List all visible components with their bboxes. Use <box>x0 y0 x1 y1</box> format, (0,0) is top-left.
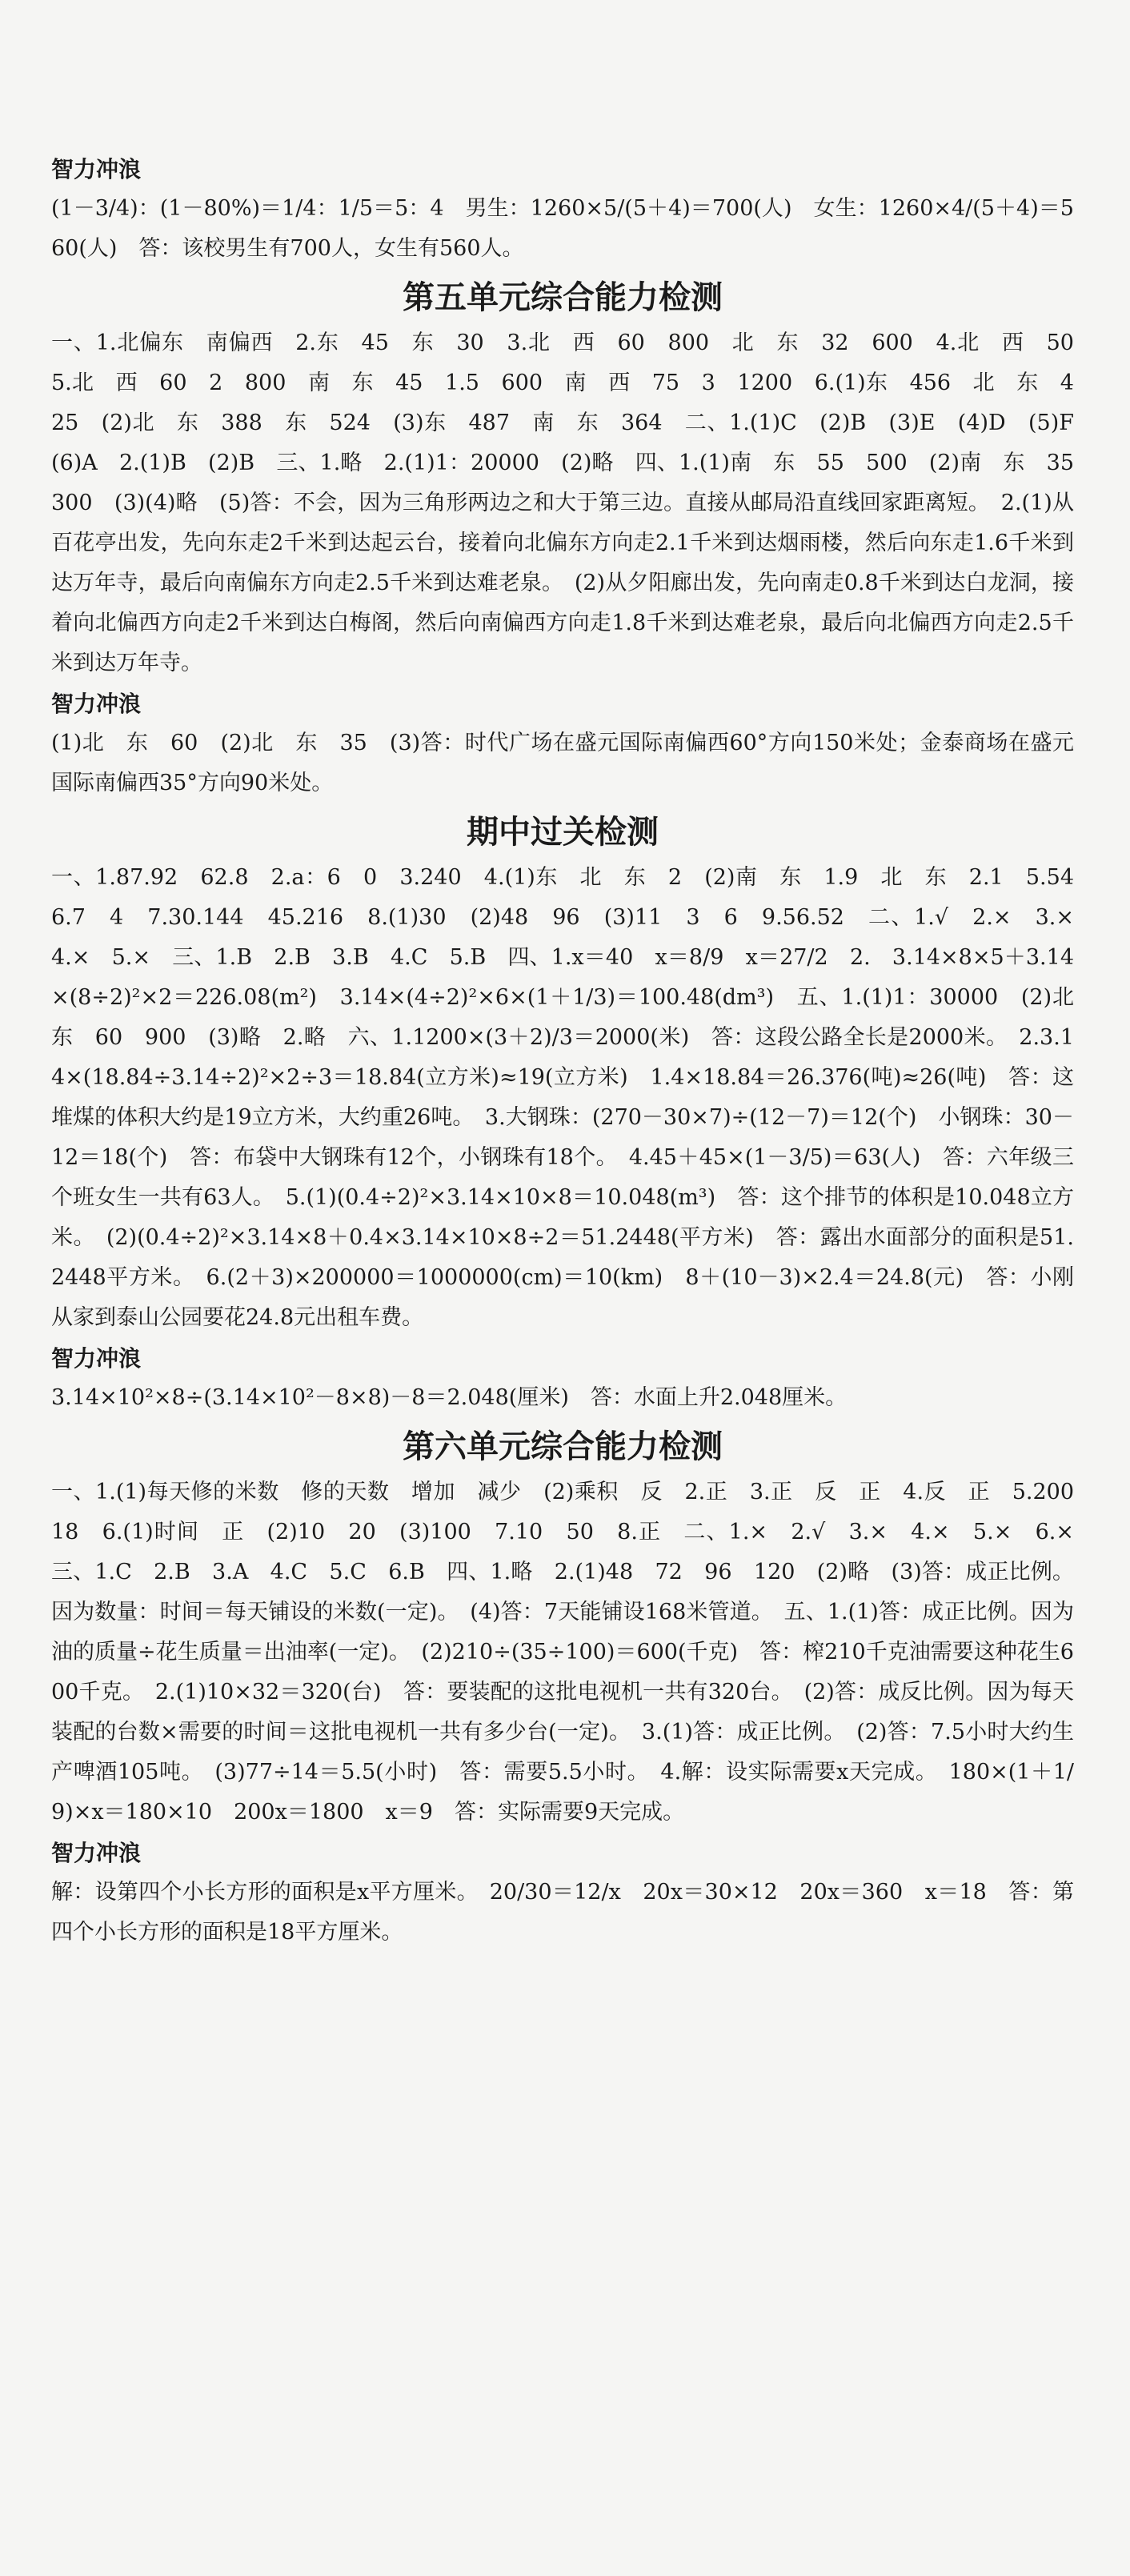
section-heading: 智力冲浪 <box>51 691 142 717</box>
answer-paragraph: 一、1.(1)每天修的米数 修的天数 增加 减少 (2)乘积 反 2.正 3.正 反 正 4.反 正 5.200 18 6.(1)时间 正 (2)10 20 (3)100 7.10 50 8.正 二、1.× 2.√ 3.× 4.× 5.× 6.× 三、1.C 2.B 3.A 4.C 5.C 6.B 四、1.略 2.(1)48 72 96 120 (2)略 (3)答：成正比例。因为数量：时间＝每天铺设的米数(一定)。 (4)答：7天能铺设168米管道。 五、1.(1)答：成正比例。因为油的质量÷花生质量＝出油率(一定)。 (2)210÷(35÷100)＝600(千克) 答：榨210千克油需要这种花生600千克。 2.(1)10×32＝320(台) 答：要装配的这批电视机一共有320台。 (2)答：成反比例。因为每天装配的台数×需要的时间＝这批电视机一共有多少台(一定)。 3.(1)答：成正比例。 (2)答：7.5小时大约生产啤酒105吨。 (3)77÷14＝5.5(小时) 答：需要5.5小时。 4.解：设实际需要x天完成。 180×(1＋1/9)×x＝180×10 200x＝1800 x＝9 答：实际需要9天完成。 <box>51 1480 1096 1825</box>
section-heading: 智力冲浪 <box>51 156 142 182</box>
unit-title: 第五单元综合能力检测 <box>403 279 723 316</box>
section-heading: 智力冲浪 <box>51 1840 142 1866</box>
answer-paragraph: 3.14×10²×8÷(3.14×10²－8×8)－8＝2.048(厘米) 答：水面上升2.048厘米。 <box>51 1385 848 1410</box>
answer-paragraph: 一、1.87.92 62.8 2.a：6 0 3.240 4.(1)东 北 东 2 (2)南 东 1.9 北 东 2.1 5.54 6.7 4 7.30.144 45.216 8.(1)30 (2)48 96 (3)11 3 6 9.56.52 二、1.√ 2.× 3.× 4.× 5.× 三、1.B 2.B 3.B 4.C 5.B 四、1.x＝40 x＝8/9 x＝27/2 2. 3.14×8×5＋3.14×(8÷2)²×2＝226.08(m²) 3.14×(4÷2)²×6×(1＋1/3)＝100.48(dm³) 五、1.(1)1：30000 (2)北 东 60 900 (3)略 2.略 六、1.1200×(3＋2)/3＝2000(米) 答：这段公路全长是2000米。 2.3.14×(18.84÷3.14÷2)²×2÷3＝18.84(立方米)≈19(立方米) 1.4×18.84＝26.376(吨)≈26(吨) 答：这堆煤的体积大约是19立方米，大约重26吨。 3.大钢珠：(270－30×7)÷(12－7)＝12(个) 小钢珠：30－12＝18(个) 答：布袋中大钢珠有12个，小钢珠有18个。 4.45＋45×(1－3/5)＝63(人) 答：六年级三个班女生一共有63人。 5.(1)(0.4÷2)²×3.14×10×8＝10.048(m³) 答：这个排节的体积是10.048立方米。 (2)(0.4÷2)²×3.14×8＋0.4×3.14×10×8÷2＝51.2448(平方米) 答：露出水面部分的面积是51.2448平方米。 6.(2＋3)×200000＝1000000(cm)＝10(km) 8＋(10－3)×2.4＝24.8(元) 答：小刚从家到泰山公园要花24.8元出租车费。 <box>51 865 1096 1330</box>
answer-paragraph: (1－3/4)：(1－80%)＝1/4：1/5＝5：4 男生：1260×5/(5＋4)＝700(人) 女生：1260×4/(5＋4)＝560(人) 答：该校男生有700人，女生有560人。 <box>51 196 1074 261</box>
answer-paragraph: 一、1.北偏东 南偏西 2.东 45 东 30 3.北 西 60 800 北 东 32 600 4.北 西 50 5.北 西 60 2 800 南 东 45 1.5 600 南 西 75 3 1200 6.(1)东 456 北 东 425 (2)北 东 388 东 524 (3)东 487 南 东 364 二、1.(1)C (2)B (3)E (4)D (5)F (6)A 2.(1)B (2)B 三、1.略 2.(1)1：20000 (2)略 四、1.(1)南 东 55 500 (2)南 东 35 300 (3)(4)略 (5)答：不会，因为三角形两边之和大于第三边。直接从邮局沿直线回家距离短。 2.(1)从百花亭出发，先向东走2千米到达起云台，接着向北偏东方向走2.1千米到达烟雨楼，然后向东走1.6千米到达万年寺，最后向南偏东方向走2.5千米到达难老泉。 (2)从夕阳廊出发，先向南走0.8千米到达白龙洞，接着向北偏西方向走2千米到达白梅阁，然后向南偏西方向走1.8千米到达难老泉，最后向北偏西方向走2.5千米到达万年寺。 <box>51 331 1096 675</box>
unit-title: 期中过关检测 <box>467 814 659 851</box>
answer-paragraph: 解：设第四个小长方形的面积是x平方厘米。 20/30＝12/x 20x＝30×12 20x＝360 x＝18 答：第四个小长方形的面积是18平方厘米。 <box>51 1880 1074 1945</box>
section-heading: 智力冲浪 <box>51 1345 142 1372</box>
answer-paragraph: (1)北 东 60 (2)北 东 35 (3)答：时代广场在盛元国际南偏西60°方向150米处；金泰商场在盛元国际南偏西35°方向90米处。 <box>51 731 1074 795</box>
unit-title: 第六单元综合能力检测 <box>403 1428 723 1465</box>
